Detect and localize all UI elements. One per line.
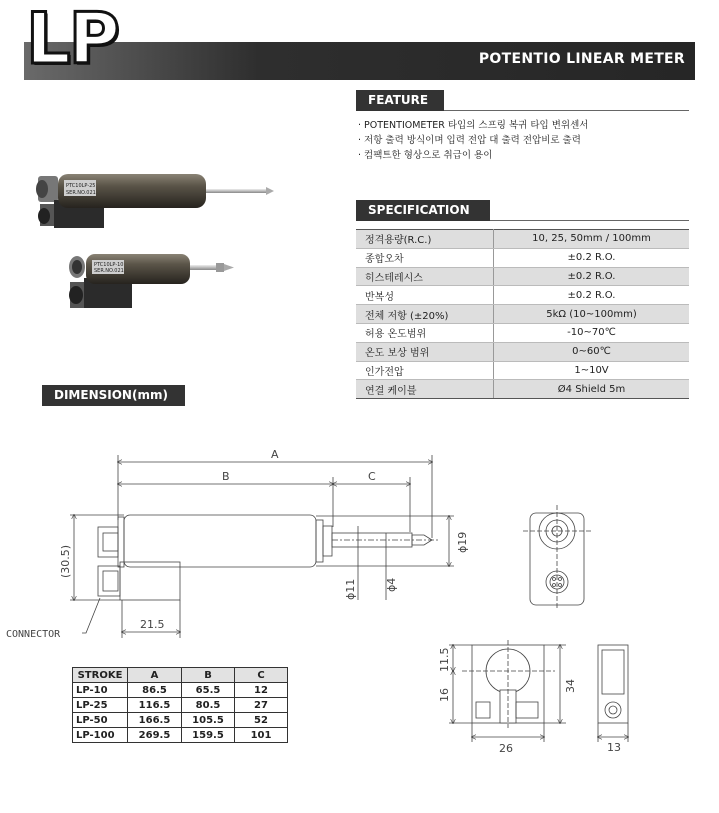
dim-label-26: 26: [499, 742, 513, 755]
table-row: [73, 683, 288, 698]
table-row: [73, 728, 288, 743]
spec-key: 반복성: [356, 286, 494, 305]
dim-label-phi11: ϕ11: [344, 578, 357, 600]
bracket-side-view: [598, 645, 628, 723]
col-header: A: [128, 668, 182, 683]
cell: LP-25: [73, 698, 128, 713]
dim-label-phi4: ϕ4: [385, 577, 398, 592]
spec-value: Ø4 Shield 5m: [494, 380, 690, 399]
dim-label-34: 34: [564, 679, 577, 693]
spec-key: 전체 저항 (±20%): [356, 305, 494, 324]
spec-key: 종합오차: [356, 248, 494, 267]
connector-label: CONNECTOR: [6, 629, 61, 640]
table-row: [73, 713, 288, 728]
cell: LP-100: [73, 728, 128, 743]
dim-label-height: (30.5): [59, 544, 72, 578]
col-header: STROKE: [73, 668, 128, 683]
dimension-label: DIMENSION(mm): [42, 385, 185, 406]
feature-item: · POTENTIOMETER 타입의 스프링 복귀 타입 변위센서: [358, 120, 589, 131]
feature-label: FEATURE: [356, 90, 444, 111]
dim-label-16: 16: [438, 688, 451, 702]
spec-value: 5kΩ (10~100mm): [494, 305, 690, 324]
photo-label-line: PTC10LP-25: [66, 183, 96, 189]
dim-label-115: 11.5: [438, 647, 451, 672]
cell: LP-10: [73, 683, 128, 698]
cell: 166.5: [128, 713, 182, 728]
cell: 116.5: [128, 698, 182, 713]
spec-value: 10, 25, 50mm / 100mm: [494, 230, 690, 249]
stroke-table: [72, 667, 288, 743]
feature-item: · 컴팩트한 형상으로 취급이 용이: [358, 150, 493, 161]
dim-label-13: 13: [607, 741, 621, 754]
spec-value: ±0.2 R.O.: [494, 267, 690, 286]
bracket-view: [462, 640, 555, 728]
spec-value: 1~10V: [494, 361, 690, 380]
spec-value: ±0.2 R.O.: [494, 248, 690, 267]
cell: 52: [235, 713, 288, 728]
spec-key: 연결 케이블: [356, 380, 494, 399]
cell: 80.5: [182, 698, 235, 713]
cell: 12: [235, 683, 288, 698]
front-view: [523, 505, 591, 610]
feature-item: · 저항 출력 방식이며 입력 전압 대 출력 전압비로 출력: [358, 135, 581, 146]
col-header: B: [182, 668, 235, 683]
cell: 105.5: [182, 713, 235, 728]
cell: 27: [235, 698, 288, 713]
dim-label-phi19: ϕ19: [456, 531, 469, 553]
cell: 101: [235, 728, 288, 743]
dim-label-c: C: [368, 470, 376, 483]
specification-label: SPECIFICATION: [356, 200, 490, 221]
spec-key: 인가전압: [356, 361, 494, 380]
col-header: C: [235, 668, 288, 683]
photo-label-line: PTC10LP-10: [94, 262, 124, 268]
cell: 159.5: [182, 728, 235, 743]
table-row: [73, 698, 288, 713]
spec-key: 히스테레시스: [356, 267, 494, 286]
spec-value: ±0.2 R.O.: [494, 286, 690, 305]
dim-label-b: B: [222, 470, 230, 483]
spec-key: 허용 온도범위: [356, 323, 494, 342]
header-subtitle: POTENTIO LINEAR METER: [478, 51, 685, 67]
spec-value: 0~60℃: [494, 342, 690, 361]
photo-label-line: SER.NO.021: [94, 268, 124, 274]
spec-value: -10~70℃: [494, 323, 690, 342]
dim-label-a: A: [271, 448, 279, 461]
table-header-row: [73, 668, 288, 683]
dim-label-215: 21.5: [140, 618, 165, 631]
spec-key: 정격용량(R.C.): [356, 230, 494, 249]
product-logo: LP: [26, 0, 118, 80]
photo-label-line: SER.NO.021: [66, 190, 96, 196]
cell: LP-50: [73, 713, 128, 728]
cell: 86.5: [128, 683, 182, 698]
cell: 269.5: [128, 728, 182, 743]
spec-key: 온도 보상 범위: [356, 342, 494, 361]
cell: 65.5: [182, 683, 235, 698]
